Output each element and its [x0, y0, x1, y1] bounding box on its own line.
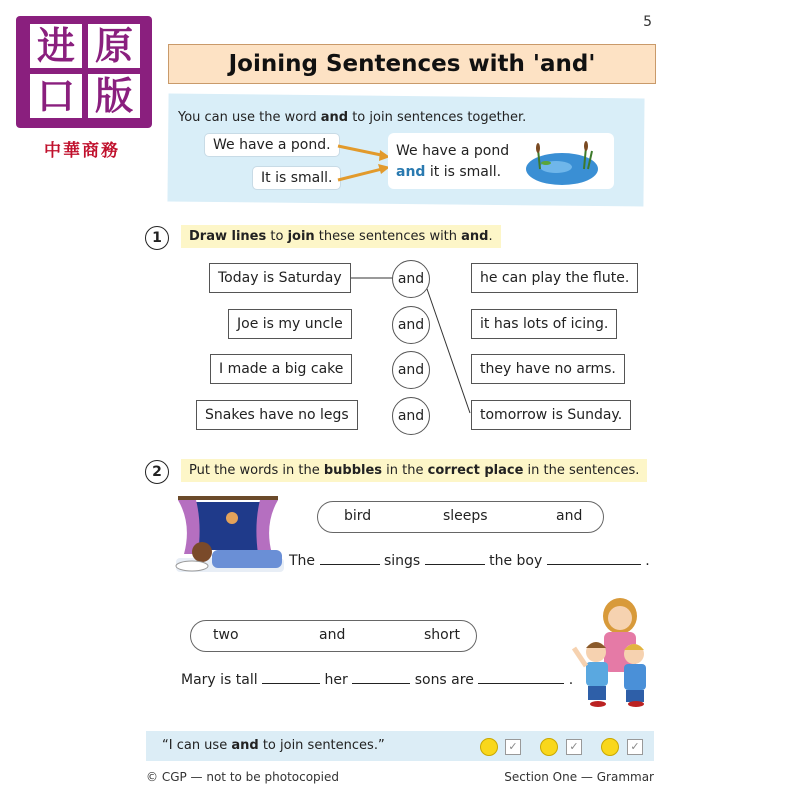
- tick-box[interactable]: ✓: [505, 739, 521, 755]
- result-line-1: We have a pond: [396, 143, 510, 159]
- blank-field[interactable]: [352, 682, 410, 684]
- result-line-2: and it is small.: [396, 164, 502, 180]
- tick-box[interactable]: ✓: [627, 739, 643, 755]
- badge-subtitle: 中華商務: [44, 141, 120, 161]
- right-sentence[interactable]: he can play the flute.: [471, 263, 638, 293]
- blank-field[interactable]: [478, 682, 564, 684]
- self-assessment-quote: “I can use and to join sentences.”: [162, 738, 385, 753]
- section-label: Section One — Grammar: [504, 770, 654, 784]
- tick-box[interactable]: ✓: [566, 739, 582, 755]
- question-number: 1: [145, 226, 169, 250]
- example-sentence-1: We have a pond.: [205, 134, 339, 156]
- bubble-word[interactable]: bird: [344, 508, 372, 524]
- left-sentence[interactable]: Joe is my uncle: [228, 309, 352, 339]
- bubble-word[interactable]: two: [213, 627, 239, 643]
- and-connector[interactable]: and: [392, 306, 430, 344]
- and-connector[interactable]: and: [392, 397, 430, 435]
- badge-char: 口: [30, 74, 82, 118]
- page-number: 5: [643, 14, 652, 30]
- word-bubble: [317, 501, 604, 533]
- smiley-face-icon: [480, 738, 498, 756]
- copyright-notice: © CGP — not to be photocopied: [146, 770, 340, 784]
- word-bubble: [190, 620, 477, 652]
- bubble-word[interactable]: and: [319, 627, 346, 643]
- bubble-word[interactable]: short: [424, 627, 460, 643]
- and-connector[interactable]: and: [392, 351, 430, 389]
- left-sentence[interactable]: I made a big cake: [210, 354, 352, 384]
- fill-sentence-2: Mary is tall her sons are .: [181, 672, 574, 688]
- right-sentence[interactable]: tomorrow is Sunday.: [471, 400, 631, 430]
- example-sentence-2: It is small.: [253, 167, 340, 189]
- family-illustration: [568, 596, 654, 708]
- blank-field[interactable]: [547, 563, 641, 565]
- sleeping-boy-illustration: [172, 494, 284, 576]
- bubble-word[interactable]: and: [556, 508, 583, 524]
- right-sentence[interactable]: it has lots of icing.: [471, 309, 617, 339]
- and-connector[interactable]: and: [392, 260, 430, 298]
- left-sentence[interactable]: Today is Saturday: [209, 263, 351, 293]
- fill-sentence-1: The sings the boy .: [289, 553, 650, 569]
- blank-field[interactable]: [320, 563, 380, 565]
- badge-char: 进: [30, 24, 82, 68]
- winking-face-icon: [601, 738, 619, 756]
- q2-instruction: Put the words in the bubbles in the correct place in the sentences.: [181, 459, 647, 482]
- bubble-word[interactable]: sleeps: [443, 508, 488, 524]
- blank-field[interactable]: [262, 682, 320, 684]
- badge-char: 版: [88, 74, 140, 118]
- blank-field[interactable]: [425, 563, 485, 565]
- intro-text: You can use the word and to join sentences together.: [178, 110, 527, 125]
- page-title: Joining Sentences with 'and': [228, 51, 596, 77]
- left-sentence[interactable]: Snakes have no legs: [196, 400, 358, 430]
- q1-instruction: Draw lines to join these sentences with and.: [181, 225, 501, 248]
- badge-char: 原: [88, 24, 140, 68]
- right-sentence[interactable]: they have no arms.: [471, 354, 625, 384]
- question-number: 2: [145, 460, 169, 484]
- smiley-face-icon: [540, 738, 558, 756]
